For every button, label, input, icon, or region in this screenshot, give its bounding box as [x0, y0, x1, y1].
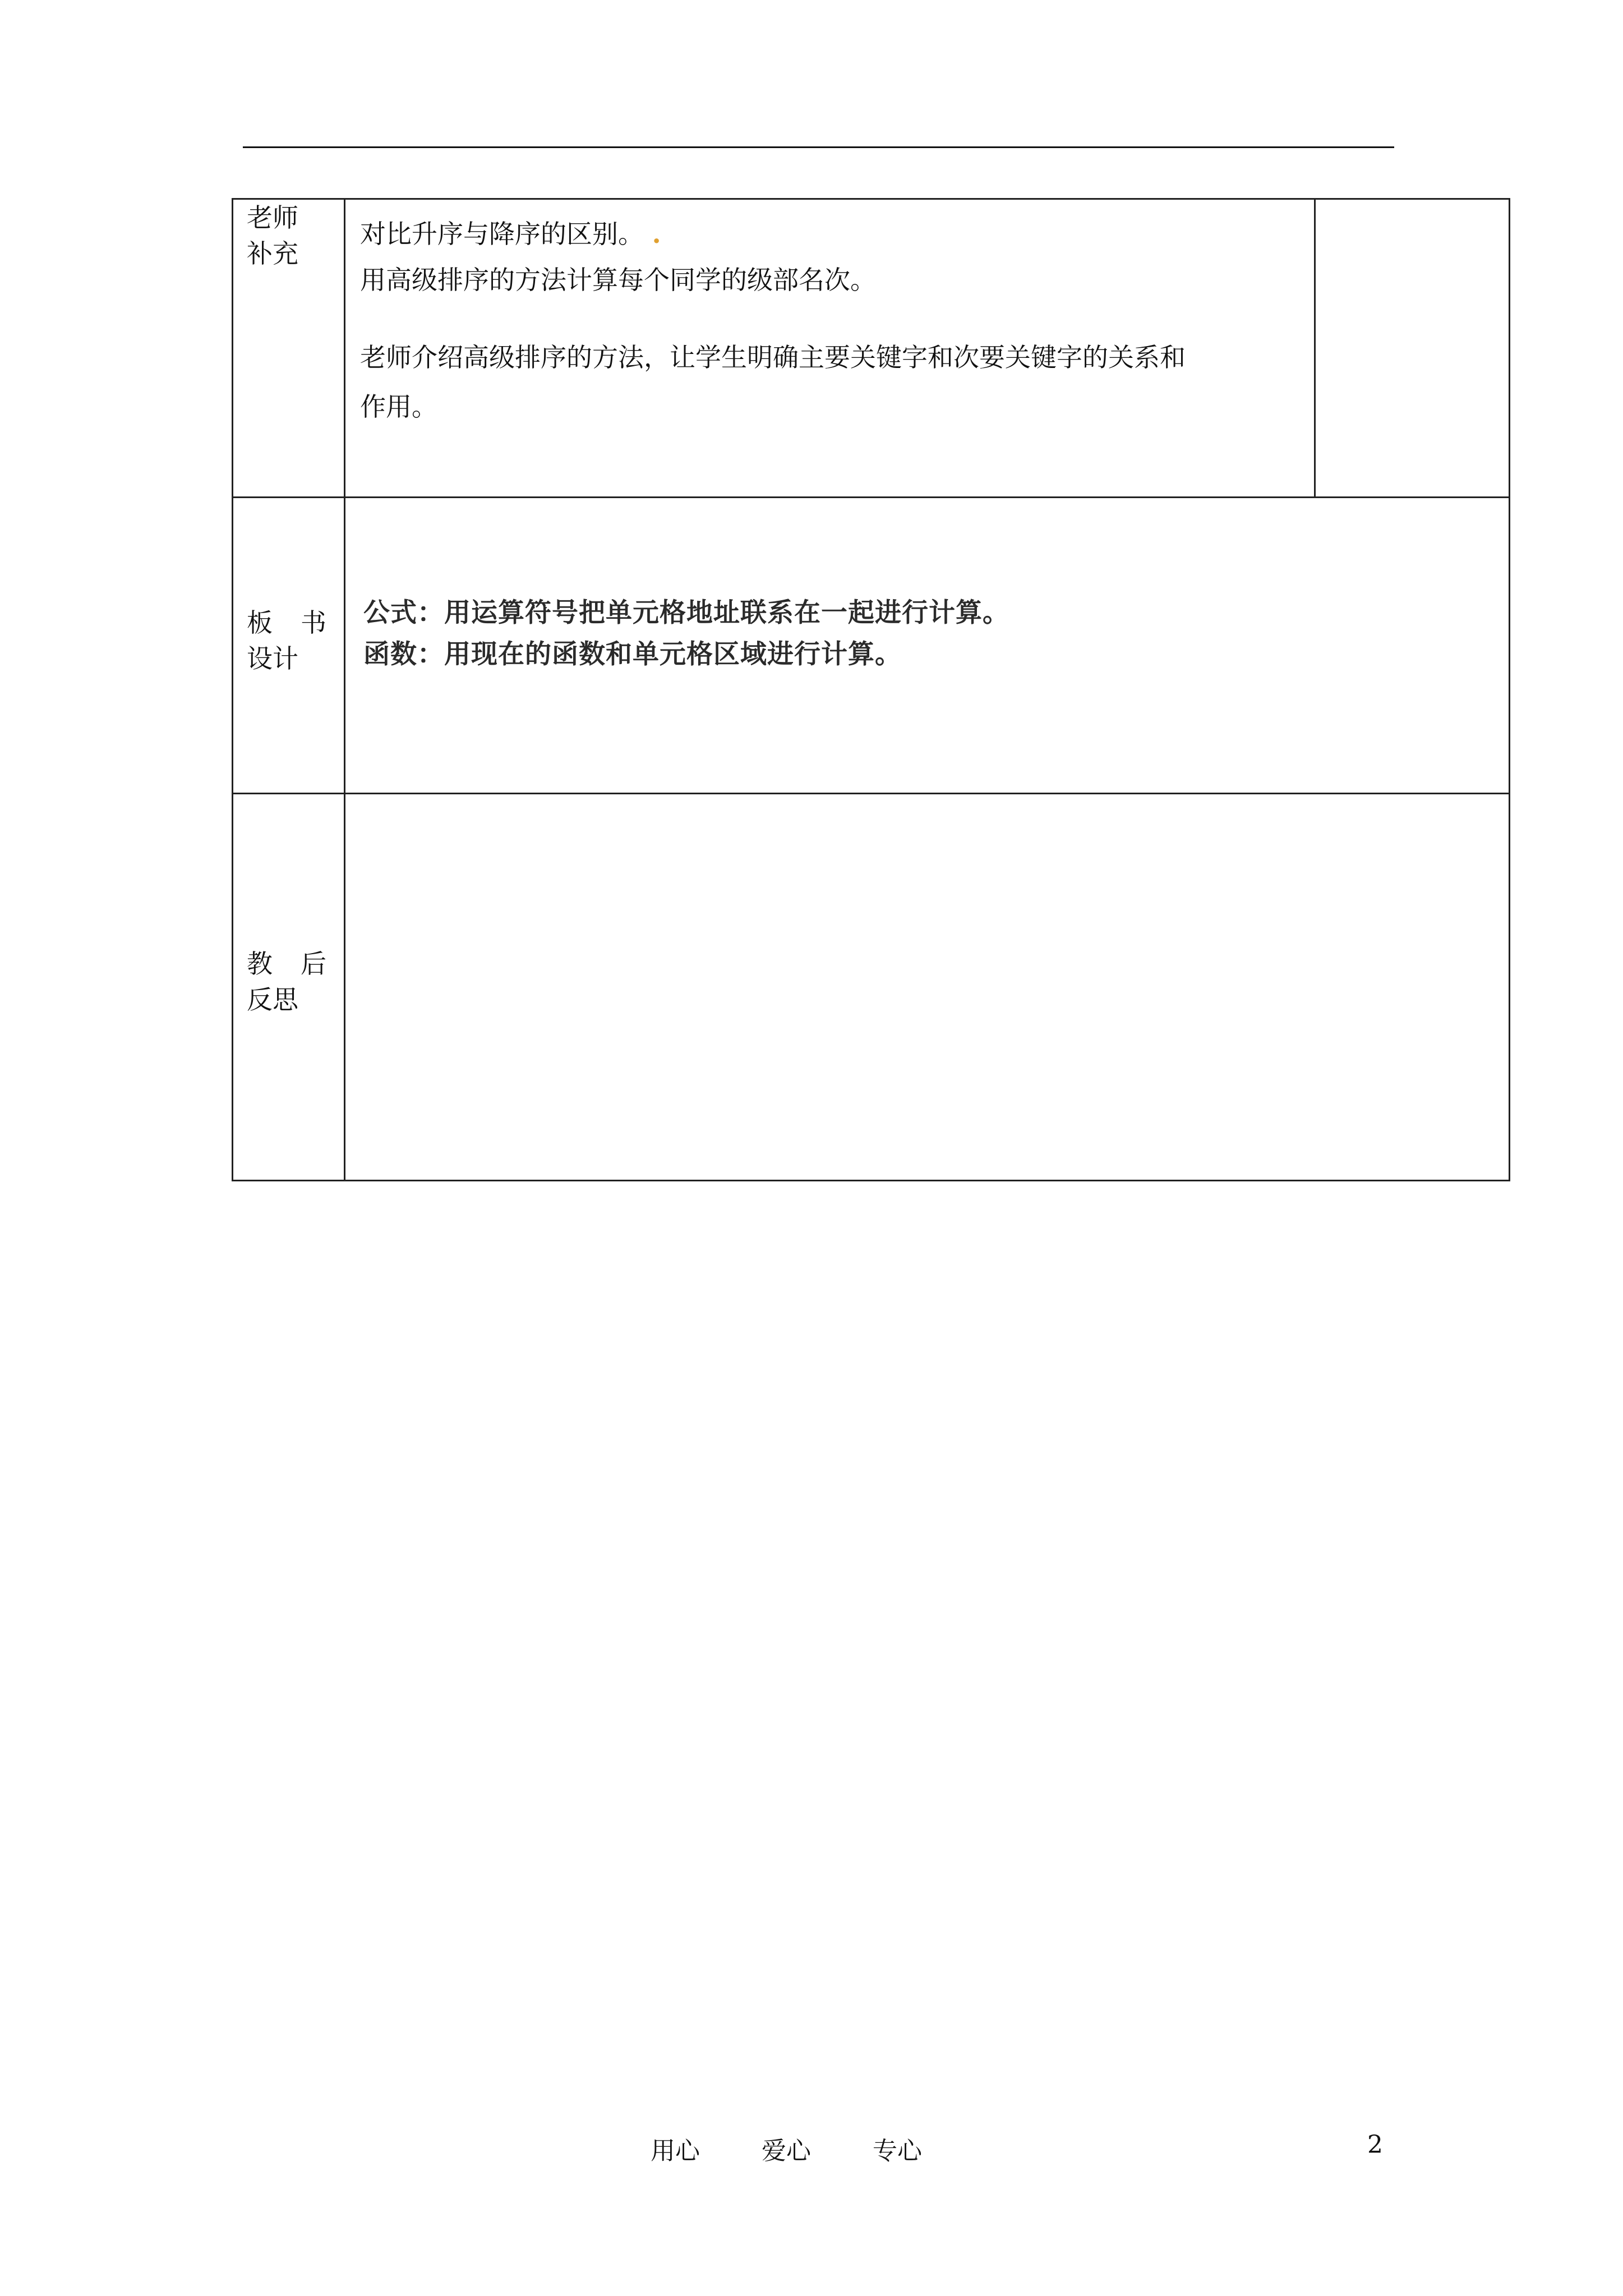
content-line-3: 老师介绍高级排序的方法，让学生明确主要关键字和次要关键字的关系和: [360, 342, 1186, 372]
table-row-teacher-supplement: [233, 199, 1510, 498]
lesson-table: [232, 198, 1510, 1181]
dot-mark: .: [652, 219, 661, 249]
page-footer: [651, 2131, 922, 2166]
footer-item-3: 专心: [873, 2137, 922, 2165]
page-number: 2: [1367, 2131, 1383, 2159]
board-content-cell: [345, 498, 1510, 794]
row-label-cell: [233, 794, 345, 1181]
row-label-line-1: 板 书: [247, 608, 326, 638]
footer-item-1: 用心: [651, 2137, 700, 2165]
header-rule: [243, 146, 1394, 148]
row-label-line-1: 教 后: [247, 949, 326, 979]
row-content-cell: [345, 199, 1315, 498]
row-label-cell: [233, 498, 345, 794]
board-function-line: 函数：用现在的函数和单元格区域进行计算。: [363, 639, 902, 670]
row-label-line-2: 反思: [247, 984, 298, 1015]
content-line-4: 作用。: [360, 392, 437, 422]
content-line-1: 对比升序与降序的区别。 .: [360, 219, 661, 249]
content-line-2: 用高级排序的方法计算每个同学的级部名次。: [360, 265, 876, 295]
row-label-line-2: 设计: [247, 643, 298, 674]
table-row-reflection: [233, 794, 1510, 1181]
board-formula-line: 公式：用运算符号把单元格地址联系在一起进行计算。: [363, 597, 1009, 628]
reflection-content-cell: [345, 794, 1510, 1181]
row-label-line-2: 补充: [247, 238, 298, 269]
footer-item-2: 爱心: [762, 2137, 811, 2165]
table-row-board-design: [233, 498, 1510, 794]
row-side-cell: [1315, 199, 1510, 498]
row-label-line-1: 老师: [247, 203, 298, 233]
row-label-cell: [233, 199, 345, 498]
